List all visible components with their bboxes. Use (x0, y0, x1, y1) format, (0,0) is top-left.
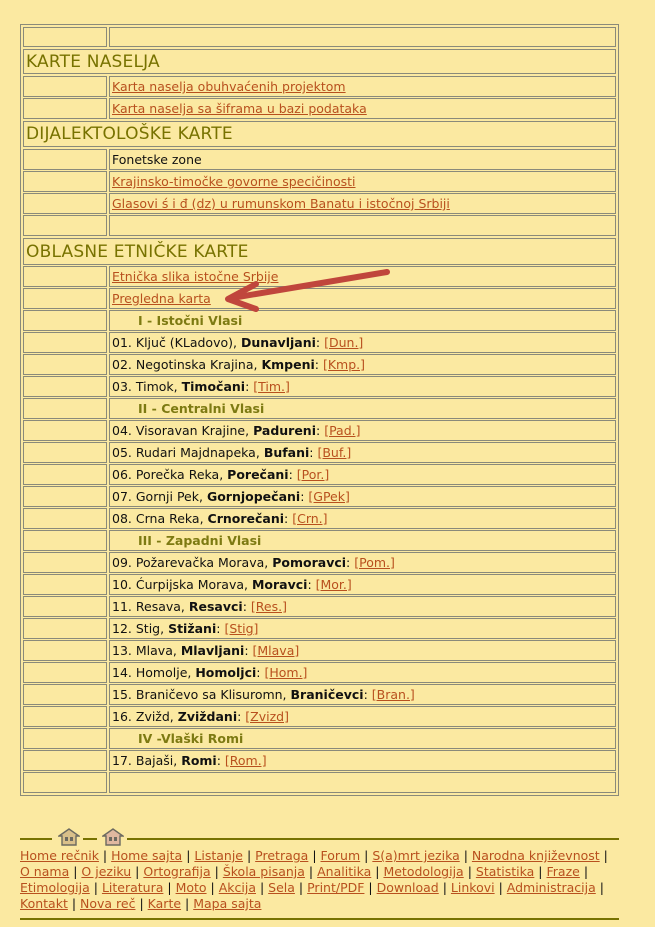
site-footer (20, 826, 619, 912)
section-heading-karte-naselja: KARTE NASELJA (23, 49, 616, 74)
table-row (23, 98, 616, 119)
footer-separator: | (459, 848, 472, 863)
region-row: 08. Crna Reka, Crnorečani : [Crn.] (23, 508, 616, 529)
link-etnicka-slika[interactable]: Etnička slika istočne Srbije (112, 269, 279, 284)
footer-separator: | (135, 896, 148, 911)
region-code-link[interactable]: [Rom.] (224, 753, 267, 768)
footer-separator: | (595, 880, 604, 895)
region-row: 01. Ključ (KLadovo), Dunavljani : [Dun.] (23, 332, 616, 353)
footer-link[interactable]: Narodna književnost (471, 848, 600, 863)
region-row: 05. Rudari Majdnapeka, Bufani : [Buf.] (23, 442, 616, 463)
region-code-link[interactable]: [Hom.] (264, 665, 308, 680)
group-row (23, 530, 616, 551)
footer-separator: | (534, 864, 547, 879)
footer-separator: | (256, 880, 269, 895)
region-people: Bufani (263, 445, 310, 460)
region-area: Homolje, (135, 665, 192, 680)
region-row: 03. Timok, Timočani : [Tim.] (23, 376, 616, 397)
footer-link[interactable]: Škola pisanja (222, 864, 305, 879)
footer-divider (20, 918, 619, 920)
region-code-link[interactable]: [GPek] (308, 489, 350, 504)
region-people: Gornjopečani (206, 489, 301, 504)
footer-link[interactable]: Sela (268, 880, 295, 895)
region-people: Porečani (227, 467, 289, 482)
link-karta-naselja[interactable]: Karta naselja obuhvaćenih projektom (112, 79, 346, 94)
region-people: Mlavljani (180, 643, 245, 658)
region-people: Crnorečani (207, 511, 285, 526)
group-row (23, 728, 616, 749)
region-code-link[interactable]: [Zvizd] (245, 709, 289, 724)
table-row (23, 266, 616, 287)
region-area: Bajaši, (135, 753, 178, 768)
region-code-link[interactable]: [Kmp.] (322, 357, 366, 372)
group-row (23, 398, 616, 419)
footer-separator: | (579, 864, 589, 879)
region-code-link[interactable]: [Mlava] (252, 643, 300, 658)
footer-separator: | (163, 880, 176, 895)
table-row (23, 171, 616, 192)
region-area: Visoravan Krajine, (135, 423, 250, 438)
region-people: Pomoravci (272, 555, 347, 570)
region-area: Negotinska Krajina, (135, 357, 258, 372)
region-area: Porečka Reka, (135, 467, 224, 482)
region-number: 04. (112, 423, 132, 438)
footer-links (20, 848, 619, 912)
region-code-link[interactable]: [Dun.] (324, 335, 364, 350)
table-row (23, 193, 616, 214)
footer-separator: | (438, 880, 451, 895)
link-glasovi[interactable]: Glasovi ś i đ (dz) u rumunskom Banatu i istočnoj Srbiji (112, 196, 450, 211)
region-row: 10. Ćurpijska Morava, Moravci : [Mor.] (23, 574, 616, 595)
footer-link[interactable]: Etimologija (20, 880, 90, 895)
footer-link[interactable]: Metodologija (383, 864, 464, 879)
footer-separator: | (304, 864, 318, 879)
region-number: 07. (112, 489, 132, 504)
section-heading-oblasne: OBLASNE ETNIČKE KARTE (23, 238, 616, 265)
region-row: 11. Resava, Resavci : [Res.] (23, 596, 616, 617)
footer-link[interactable]: Moto (175, 880, 207, 895)
empty-row (23, 215, 616, 236)
region-area: Mlava, (135, 643, 177, 658)
region-people: Stižani (168, 621, 217, 636)
region-people: Braničevci (290, 687, 364, 702)
footer-link[interactable]: Karte (147, 896, 182, 911)
region-row: 07. Gornji Pek, Gornjopečani : [GPek] (23, 486, 616, 507)
region-people: Resavci (188, 599, 243, 614)
region-code-link[interactable]: [Pom.] (354, 555, 395, 570)
footer-separator: | (243, 848, 256, 863)
region-code-link[interactable]: [Bran.] (371, 687, 415, 702)
footer-separator: | (371, 864, 384, 879)
footer-link[interactable]: Home rečnik (20, 848, 99, 863)
region-number: 08. (112, 511, 132, 526)
region-area: Stig, (135, 621, 165, 636)
footer-link[interactable]: Administracija (506, 880, 596, 895)
group-heading: IV -Vlaški Romi (138, 731, 244, 746)
table-row (23, 76, 616, 97)
region-number: 02. (112, 357, 132, 372)
footer-link[interactable]: S(a)mrt jezika (372, 848, 460, 863)
region-people: Moravci (251, 577, 308, 592)
region-area: Braničevo sa Klisuromn, (135, 687, 287, 702)
footer-link[interactable]: Download (376, 880, 439, 895)
group-heading: I - Istočni Vlasi (138, 313, 243, 328)
region-row: 13. Mlava, Mlavljani : [Mlava] (23, 640, 616, 661)
footer-link[interactable]: O nama (20, 864, 70, 879)
region-area: Ključ (KLadovo), (135, 335, 237, 350)
region-area: Crna Reka, (135, 511, 204, 526)
region-number: 16. (112, 709, 132, 724)
footer-link[interactable]: Listanje (194, 848, 243, 863)
footer-separator: | (463, 864, 476, 879)
region-area: Gornji Pek, (135, 489, 203, 504)
footer-link[interactable]: Ortografija (143, 864, 211, 879)
footer-link[interactable]: Home sajta (111, 848, 183, 863)
group-heading: II - Centralni Vlasi (138, 401, 265, 416)
footer-link[interactable]: Analitika (317, 864, 372, 879)
region-code-link[interactable]: [Buf.] (317, 445, 352, 460)
empty-row (23, 27, 616, 47)
region-number: 11. (112, 599, 132, 614)
footer-separator: | (69, 864, 82, 879)
region-number: 10. (112, 577, 132, 592)
region-row: 16. Zvižd, Zviždani : [Zvizd] (23, 706, 616, 727)
footer-link[interactable]: Fraze (546, 864, 580, 879)
region-number: 17. (112, 753, 132, 768)
footer-link[interactable]: O jeziku (81, 864, 132, 879)
empty-row (23, 772, 616, 793)
region-number: 15. (112, 687, 132, 702)
footer-link[interactable]: Nova reč (80, 896, 136, 911)
region-code-link[interactable]: [Tim.] (253, 379, 290, 394)
region-number: 14. (112, 665, 132, 680)
link-pregledna-karta[interactable]: Pregledna karta (112, 291, 211, 306)
footer-separator: | (308, 848, 321, 863)
footer-separator: | (206, 880, 219, 895)
region-number: 01. (112, 335, 132, 350)
region-people: Romi (181, 753, 217, 768)
footer-separator: | (360, 848, 373, 863)
footer-separator: | (98, 848, 112, 863)
region-code-link[interactable]: [Por.] (296, 467, 330, 482)
region-code-link[interactable]: [Mor.] (315, 577, 352, 592)
region-number: 03. (112, 379, 132, 394)
region-row: 09. Požarevačka Morava, Pomoravci : [Pom.] (23, 552, 616, 573)
footer-link[interactable]: Print/PDF (307, 880, 365, 895)
region-people: Timočani (181, 379, 246, 394)
region-people: Padureni (253, 423, 316, 438)
footer-separator: | (210, 864, 223, 879)
region-number: 09. (112, 555, 132, 570)
link-krajinsko-timocke[interactable]: Krajinsko-timočke govorne specičinosti (112, 174, 356, 189)
footer-separator: | (294, 880, 308, 895)
footer-separator: | (599, 848, 608, 863)
footer-link[interactable]: Pretraga (255, 848, 309, 863)
footer-link[interactable]: Mapa sajta (193, 896, 262, 911)
region-code-link[interactable]: [Res.] (250, 599, 287, 614)
footer-link[interactable]: Literatura (101, 880, 164, 895)
region-area: Zvižd, (135, 709, 174, 724)
maps-table (20, 24, 619, 796)
region-row: 04. Visoravan Krajine, Padureni : [Pad.] (23, 420, 616, 441)
region-area: Požarevačka Morava, (135, 555, 269, 570)
group-row (23, 310, 616, 331)
home-icon[interactable] (58, 828, 80, 849)
home-site-icon[interactable] (102, 828, 124, 849)
region-people: Zviždani (177, 709, 238, 724)
footer-link[interactable]: Forum (320, 848, 361, 863)
region-people: Kmpeni (261, 357, 315, 372)
section-heading-dijalektoloske: DIJALEKTOLOŠKE KARTE (23, 121, 616, 147)
region-area: Resava, (135, 599, 185, 614)
footer-separator: | (89, 880, 102, 895)
footer-separator: | (364, 880, 377, 895)
region-row: 14. Homolje, Homoljci : [Hom.] (23, 662, 616, 683)
region-number: 13. (112, 643, 132, 658)
table-row (23, 288, 616, 309)
region-row: 17. Bajaši, Romi : [Rom.] (23, 750, 616, 771)
region-people: Homoljci (195, 665, 257, 680)
footer-link[interactable]: Statistika (475, 864, 535, 879)
region-code-link[interactable]: [Crn.] (292, 511, 328, 526)
region-number: 12. (112, 621, 132, 636)
footer-separator: | (494, 880, 507, 895)
region-row: 12. Stig, Stižani : [Stig] (23, 618, 616, 639)
link-karta-sifre[interactable]: Karta naselja sa šiframa u bazi podataka (112, 101, 367, 116)
region-area: Timok, (135, 379, 178, 394)
region-number: 06. (112, 467, 132, 482)
region-row: 06. Porečka Reka, Porečani : [Por.] (23, 464, 616, 485)
region-people: Dunavljani (240, 335, 316, 350)
footer-separator: | (131, 864, 144, 879)
footer-link[interactable]: Kontakt (20, 896, 68, 911)
footer-separator: | (182, 848, 195, 863)
region-area: Ćurpijska Morava, (135, 577, 248, 592)
group-heading: III - Zapadni Vlasi (138, 533, 262, 548)
region-number: 05. (112, 445, 132, 460)
footer-link[interactable]: Akcija (218, 880, 256, 895)
footer-separator: | (181, 896, 194, 911)
footer-separator: | (67, 896, 81, 911)
table-row (23, 149, 616, 170)
region-code-link[interactable]: [Pad.] (324, 423, 361, 438)
region-code-link[interactable]: [Stig] (224, 621, 259, 636)
footer-link[interactable]: Linkovi (450, 880, 495, 895)
region-row: 02. Negotinska Krajina, Kmpeni : [Kmp.] (23, 354, 616, 375)
region-area: Rudari Majdnapeka, (135, 445, 260, 460)
fonetske-zone-label: Fonetske zone (112, 152, 202, 167)
region-row: 15. Braničevo sa Klisuromn, Braničevci : [Bran.] (23, 684, 616, 705)
